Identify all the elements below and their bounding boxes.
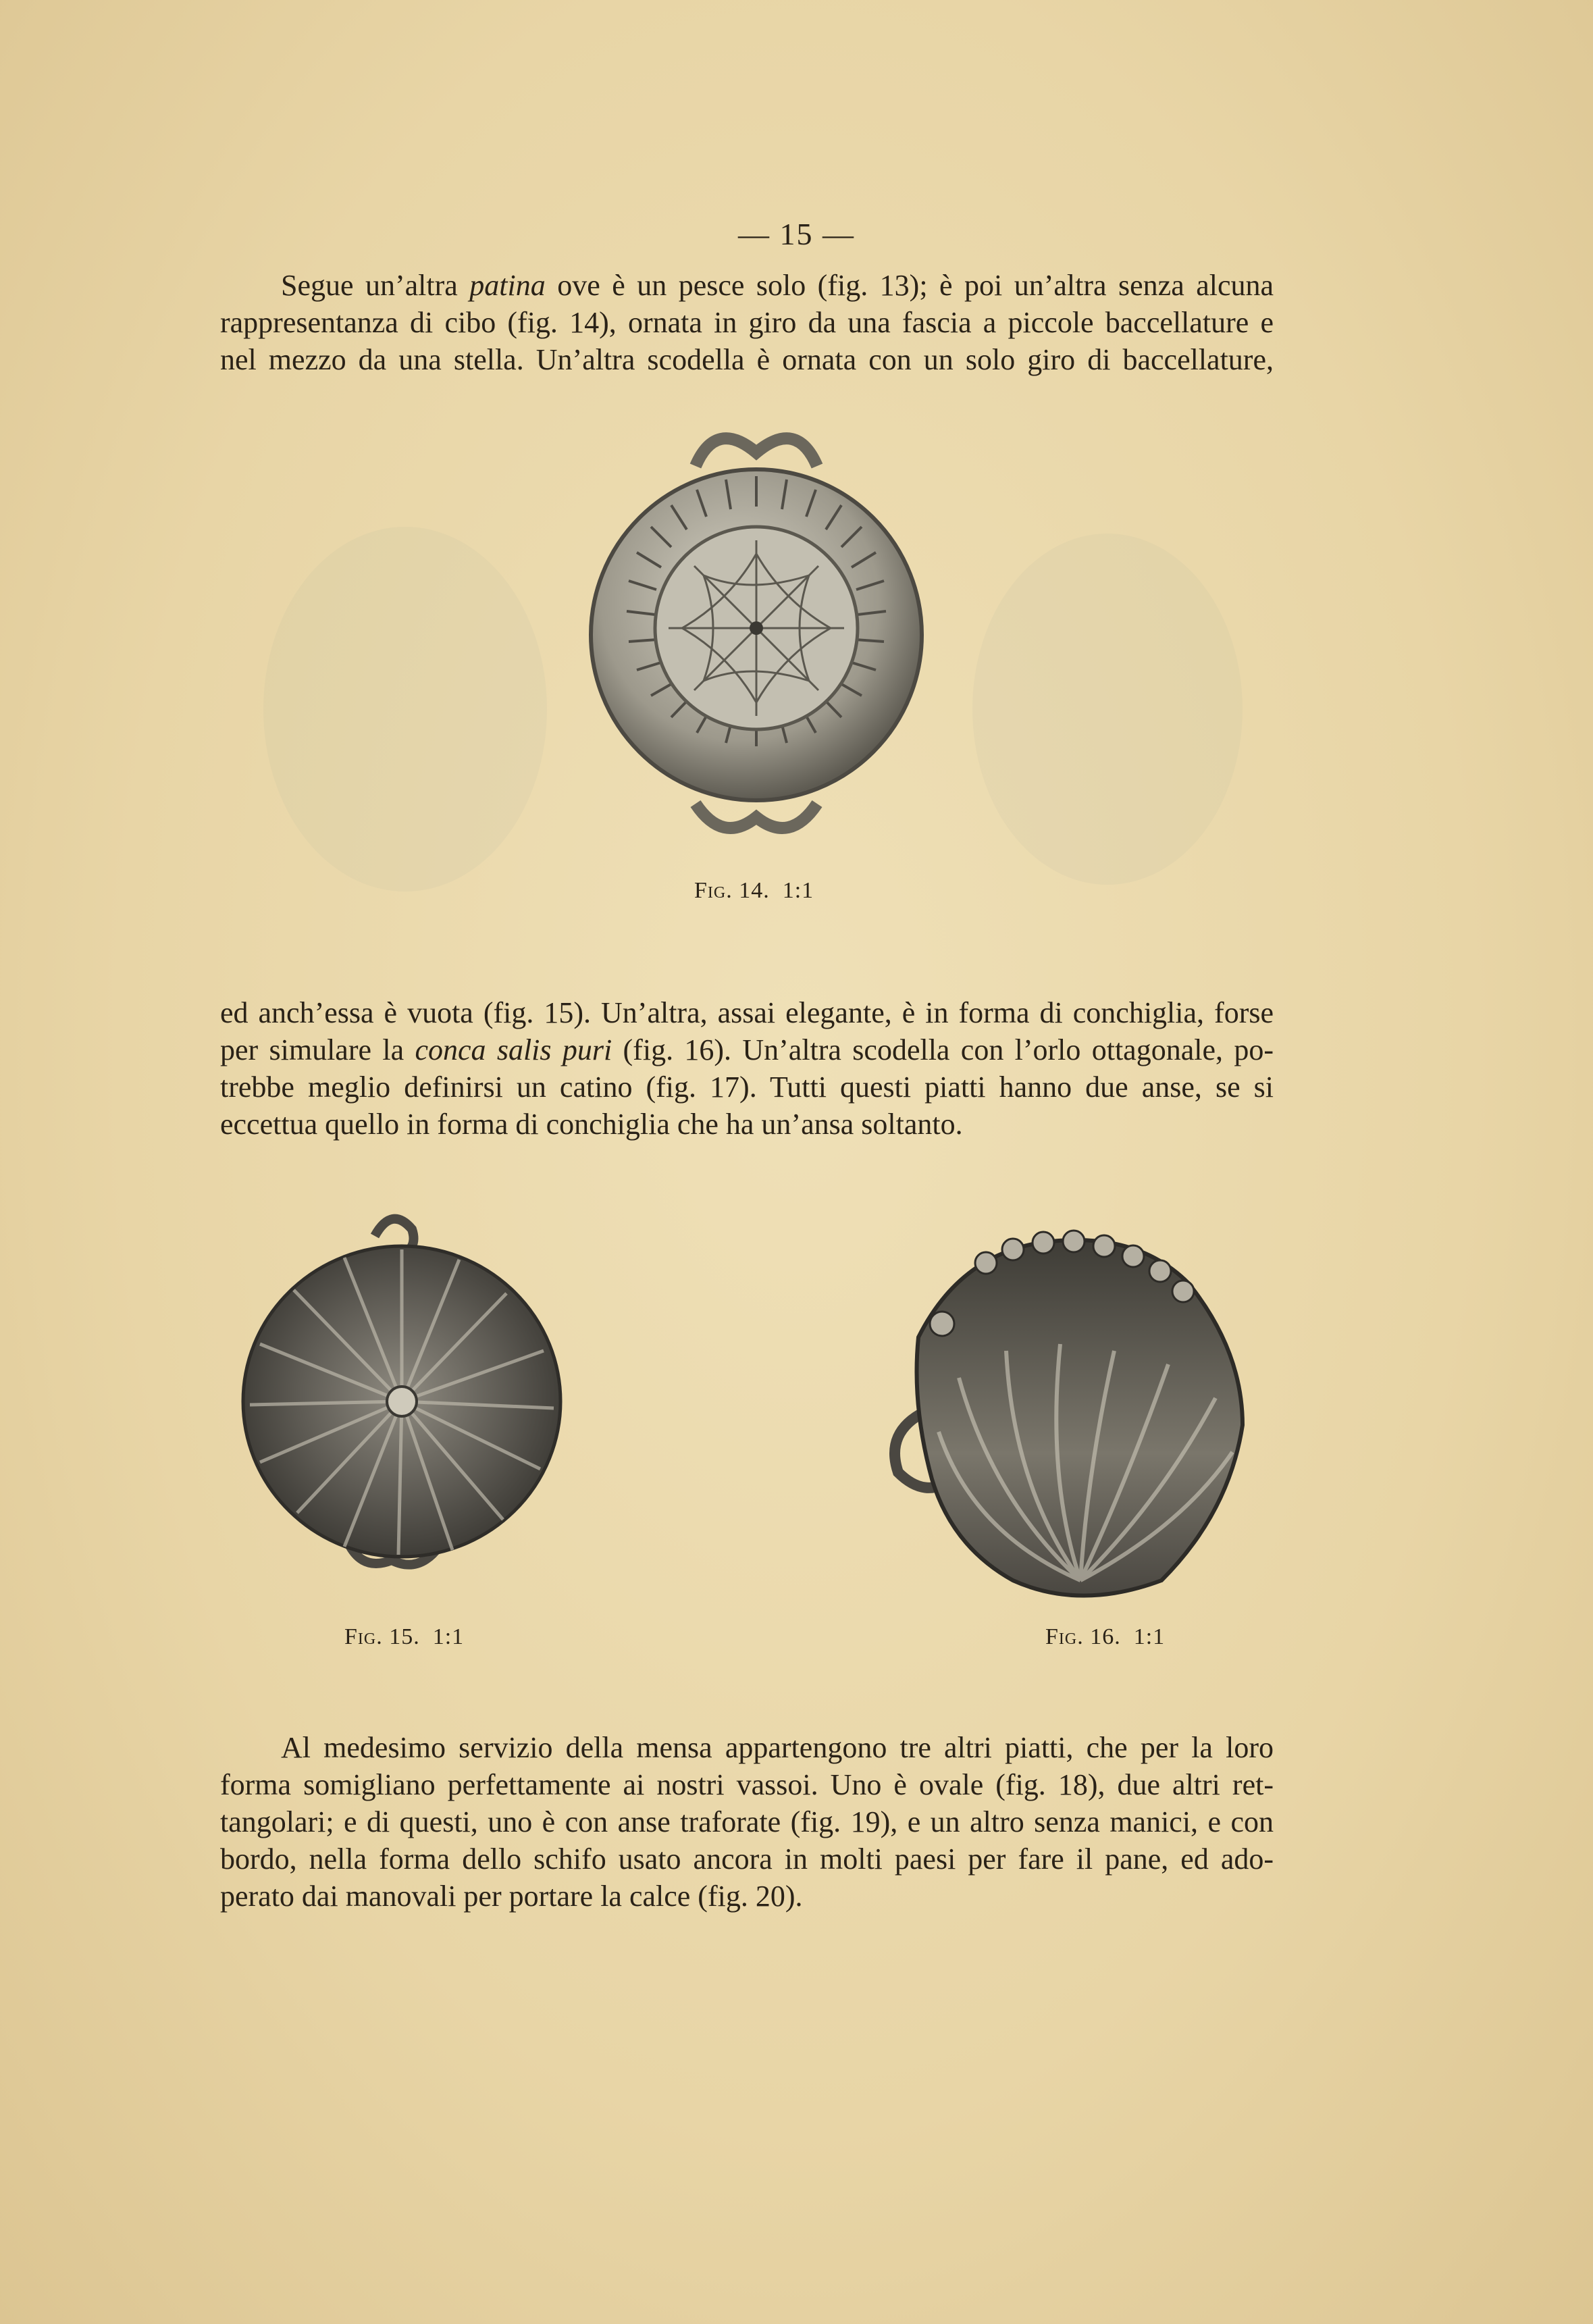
paragraph-2-line-3: trebbe meglio definirsi un catino (fig. 17). Tutti questi piatti hanno due anse, se si — [220, 1070, 1274, 1104]
paragraph-3-line-4: bordo, nella forma dello schifo usato ancora in molti paesi per fare il pane, ed ado- — [220, 1842, 1274, 1876]
fig16-caption: Fig. 16. 1:1 — [1045, 1624, 1166, 1649]
fig14-caption: Fig. 14. 1:1 — [694, 878, 814, 903]
fig14-patina-image — [581, 425, 932, 844]
paragraph-3 — [220, 1729, 1274, 1915]
paragraph-3-line-5: perato dai manovali per portare la calce (fig. 20). — [220, 1880, 803, 1913]
bleed-through-right — [972, 534, 1243, 885]
fig16-shell-image — [878, 1229, 1256, 1607]
paragraph-2-line-1: ed anch’essa è vuota (fig. 15). Un’altra, assai elegante, è in forma di conchiglia, forse — [220, 996, 1274, 1029]
page-number: — 15 — — [738, 217, 855, 251]
paragraph-1 — [220, 267, 1274, 378]
paragraph-3-line-1: Al medesimo servizio della mensa appartengono tre altri piatti, che per la loro — [281, 1731, 1274, 1764]
paragraph-3-line-3: tangolari; e di questi, uno è con anse traforate (fig. 19), e un altro senza manici, e con — [220, 1805, 1274, 1838]
paragraph-2-line-2: per simulare la conca salis puri (fig. 16). Un’altra scodella con l’orlo ottagonale, po- — [220, 1033, 1274, 1066]
paragraph-1-line-2: rappresentanza di cibo (fig. 14), ornata in giro da una fascia a piccole baccellature e — [220, 306, 1274, 339]
paragraph-2-line-4: eccettua quello in forma di conchiglia che ha un’ansa soltanto. — [220, 1108, 963, 1141]
bleed-through-left — [263, 527, 547, 892]
paragraph-3-line-2: forma somigliano perfettamente ai nostri vassoi. Uno è ovale (fig. 18), due altri ret- — [220, 1768, 1274, 1801]
fig15-bowl-image — [236, 1209, 567, 1587]
paragraph-2 — [220, 994, 1274, 1143]
paragraph-1-line-1: Segue un’altra patina ove è un pesce solo (fig. 13); è poi un’altra senza alcuna — [281, 269, 1274, 302]
paragraph-1-line-3: nel mezzo da una stella. Un’altra scodella è ornata con un solo giro di baccellature, — [220, 343, 1274, 376]
fig15-caption: Fig. 15. 1:1 — [344, 1624, 465, 1649]
